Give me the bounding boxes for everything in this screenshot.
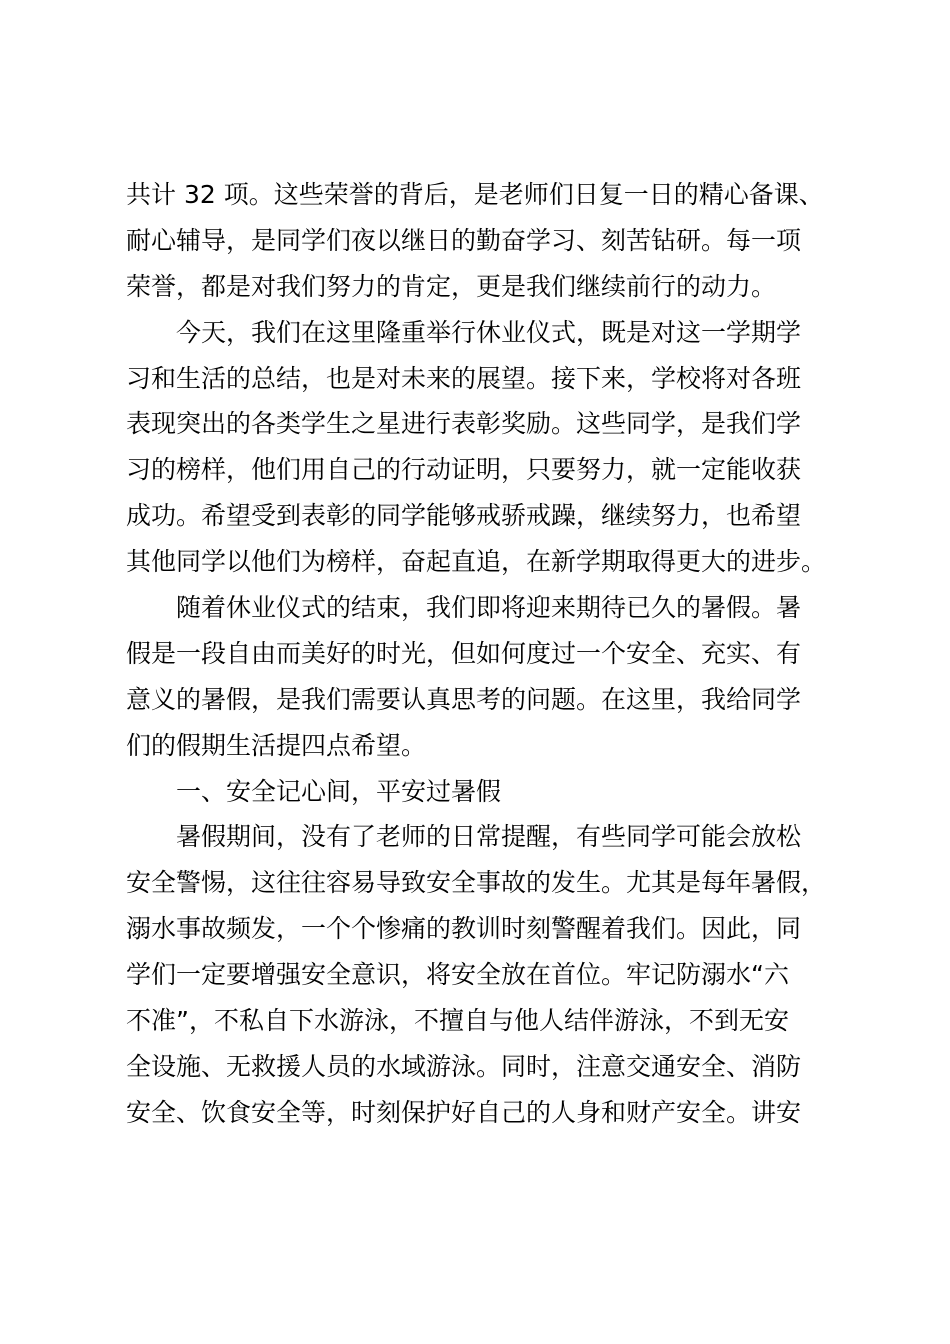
text-line: 学们一定要增强安全意识，将安全放在首位。牢记防溺水“六 (126, 960, 789, 990)
paragraph-start-line: 随着休业仪式的结束，我们即将迎来期待已久的暑假。暑 (176, 593, 802, 623)
paragraph-start-line: 今天，我们在这里隆重举行休业仪式，既是对这一学期学 (176, 317, 802, 347)
text-line: 全设施、无救援人员的水域游泳。同时，注意交通安全、消防 (126, 1051, 802, 1081)
text-line: 其他同学以他们为榜样，奋起直追，在新学期取得更大的进步。 (126, 547, 827, 577)
text-line: 习的榜样，他们用自己的行动证明，只要努力，就一定能收获 (126, 455, 802, 485)
text-line: 们的假期生活提四点希望。 (126, 730, 427, 760)
text-line: 意义的暑假，是我们需要认真思考的问题。在这里，我给同学 (126, 684, 802, 714)
text-line: 荣誉，都是对我们努力的肯定，更是我们继续前行的动力。 (126, 271, 777, 301)
paragraph-start-line: 暑假期间，没有了老师的日常提醒，有些同学可能会放松 (176, 822, 802, 852)
section-heading: 一、安全记心间，平安过暑假 (176, 776, 502, 806)
text-line: 耐心辅导，是同学们夜以继日的勤奋学习、刻苦钻研。每一项 (126, 225, 802, 255)
text-line: 溺水事故频发，一个个惨痛的教训时刻警醒着我们。因此，同 (126, 914, 802, 944)
body-text (126, 172, 838, 1136)
text-line: 成功。希望受到表彰的同学能够戒骄戒躁，继续努力，也希望 (126, 501, 802, 531)
text-line: 习和生活的总结，也是对未来的展望。接下来，学校将对各班 (126, 363, 802, 393)
text-line: 假是一段自由而美好的时光，但如何度过一个安全、充实、有 (126, 638, 802, 668)
text-line: 安全警惕，这往往容易导致安全事故的发生。尤其是每年暑假， (126, 868, 827, 898)
text-line: 不准”，不私自下水游泳，不擅自与他人结伴游泳，不到无安 (126, 1006, 789, 1036)
text-line: 共计 32 项。这些荣誉的背后，是老师们日复一日的精心备课、 (126, 180, 824, 209)
text-line: 安全、饮食安全等，时刻保护好自己的人身和财产安全。讲安 (126, 1097, 802, 1127)
text-line: 表现突出的各类学生之星进行表彰奖励。这些同学，是我们学 (126, 409, 802, 439)
